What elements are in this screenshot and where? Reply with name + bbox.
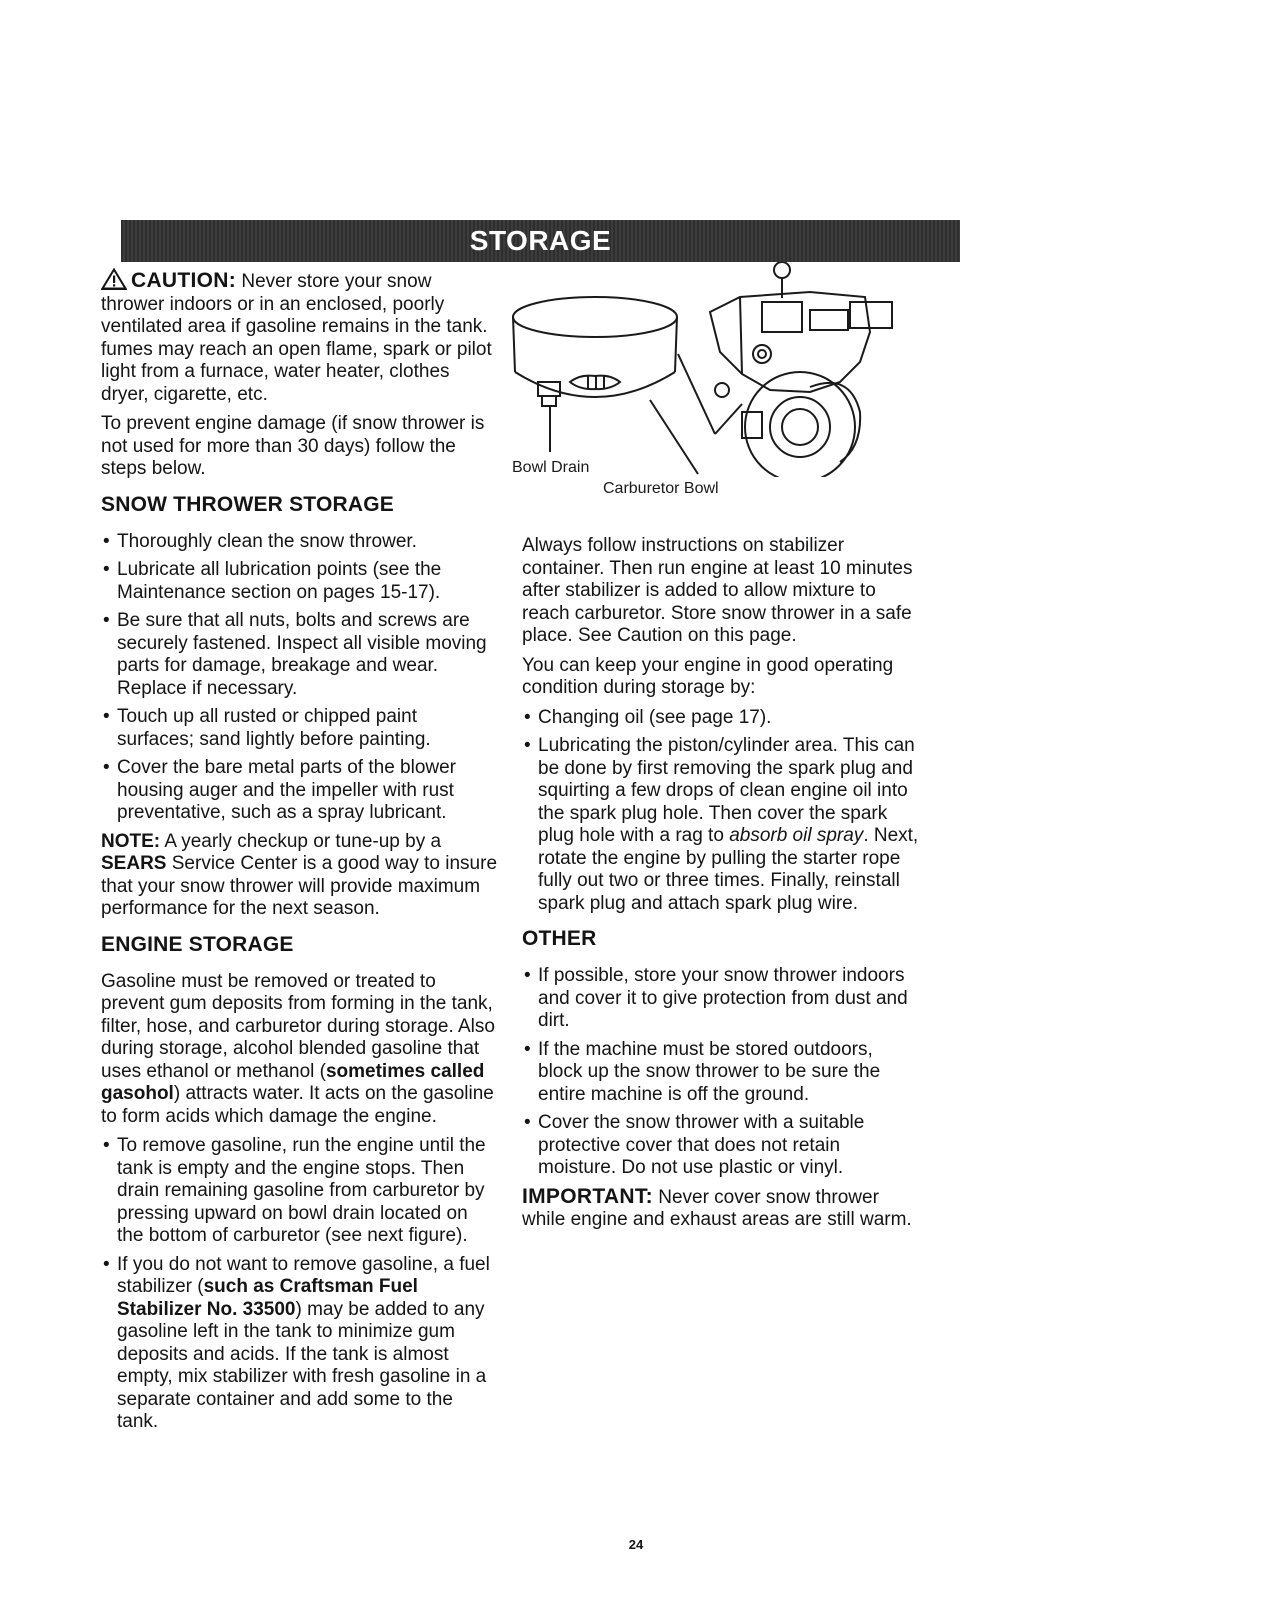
important-paragraph bbox=[522, 1186, 922, 1232]
list-item: • Cover the bare metal parts of the blower housing auger and the impeller with rust preventative, such as a spray lubricant. bbox=[101, 757, 499, 825]
warning-triangle-icon bbox=[101, 268, 127, 290]
caution-text: Never store your snow thrower indoors or in an enclosed, poorly ventilated area if gasoline remains in the tank. fumes may reach an open flame, spark or pilot light from a furnace, water heater, clothes dryer, cigarette, etc. bbox=[101, 271, 492, 405]
note-label: NOTE: bbox=[101, 830, 161, 852]
engine-condition-paragraph: You can keep your engine in good operating condition during storage by: bbox=[522, 654, 894, 698]
engine-storage-paragraph bbox=[101, 971, 499, 1129]
list-item: • If the machine must be stored outdoors, block up the snow thrower to be sure the entire machine is off the ground. bbox=[522, 1039, 922, 1107]
note-text: Service Center is a good way to insure that your snow thrower will provide maximum performance for the next season. bbox=[101, 853, 498, 919]
note-text: A yearly checkup or tune-up by a bbox=[160, 830, 442, 852]
list-item: • Changing oil (see page 17). bbox=[522, 707, 922, 730]
carburetor-figure bbox=[510, 262, 925, 507]
other-heading: OTHER bbox=[522, 927, 597, 950]
list-item-emphasis: absorb oil spray bbox=[729, 825, 864, 846]
list-item-text: If you do not want to remove gasoline, a fuel stabilizer ( bbox=[117, 1253, 490, 1297]
important-label: IMPORTANT: bbox=[522, 1184, 653, 1208]
engine-storage-text: ) attracts water. It acts on the gasoline to form acids which damage the engine. bbox=[101, 1083, 494, 1127]
left-column bbox=[101, 268, 499, 1440]
list-item bbox=[101, 1254, 499, 1434]
caution-label: CAUTION: bbox=[131, 269, 237, 292]
bowl-drain-label: Bowl Drain bbox=[512, 459, 590, 476]
note-paragraph bbox=[101, 831, 499, 921]
page-number: 24 bbox=[628, 1537, 644, 1552]
list-item-text: Lubricating the piston/cylinder area. This can be done by first removing the spark plug and squirting a few drops of clean engine oil into the spark plug hole. Then cover the spark plug hole with a rag to bbox=[538, 735, 915, 846]
engine-storage-list bbox=[101, 1135, 499, 1434]
stabilizer-paragraph: Always follow instructions on stabilizer container. Then run engine at least 10 minutes after stabilizer is added to allow mixture to reach carburetor. Store snow thrower in a safe place. See Caution on this page. bbox=[522, 535, 913, 646]
list-item: • Cover the snow thrower with a suitable protective cover that does not retain moisture. Do not use plastic or vinyl. bbox=[522, 1112, 922, 1180]
list-item: • To remove gasoline, run the engine until the tank is empty and the engine stops. Then drain remaining gasoline from carburetor by pressing upward on bowl drain located on the bottom of carburetor (see next figure). bbox=[101, 1135, 499, 1248]
carburetor-bowl-label: Carburetor Bowl bbox=[603, 480, 719, 497]
important-text: Never cover snow thrower while engine and exhaust areas are still warm. bbox=[522, 1186, 912, 1230]
list-item bbox=[522, 735, 922, 915]
section-title: STORAGE bbox=[469, 225, 612, 256]
list-item: • Thoroughly clean the snow thrower. bbox=[101, 531, 499, 554]
carburetor-illustration bbox=[510, 262, 925, 477]
list-item: • Be sure that all nuts, bolts and screws are securely fastened. Inspect all visible moving parts for damage, breakage and wear. Replace if necessary. bbox=[101, 610, 499, 700]
engine-condition-list bbox=[522, 707, 922, 916]
list-item: • Lubricate all lubrication points (see the Maintenance section on pages 15-17). bbox=[101, 559, 499, 604]
gasohol-note: sometimes called gasohol bbox=[101, 1060, 485, 1104]
snow-thrower-storage-list bbox=[101, 531, 499, 825]
list-item-text: . Next, rotate the engine by pulling the starter rope fully out two or three times. Finally, reinstall spark plug and attach spark plug wire. bbox=[538, 825, 919, 914]
intro-paragraph: To prevent engine damage (if snow thrower is not used for more than 30 days) follow the steps below. bbox=[101, 413, 485, 479]
list-item-text: ) may be added to any gasoline left in the tank to minimize gum deposits and acids. If the tank is almost empty, mix stabilizer with fresh gasoline in a separate container and add some to the tank. bbox=[117, 1298, 487, 1432]
engine-storage-heading: ENGINE STORAGE bbox=[101, 932, 294, 956]
caution-paragraph bbox=[101, 268, 499, 406]
snow-thrower-storage-heading: SNOW THROWER STORAGE bbox=[101, 492, 394, 516]
section-banner bbox=[121, 220, 960, 262]
list-item: • Touch up all rusted or chipped paint surfaces; sand lightly before painting. bbox=[101, 706, 499, 751]
sears-brand: SEARS bbox=[101, 853, 167, 874]
stabilizer-product: such as Craftsman Fuel Stabilizer No. 33500 bbox=[117, 1276, 418, 1320]
right-column bbox=[522, 535, 922, 1239]
list-item: • If possible, store your snow thrower indoors and cover it to give protection from dust and dirt. bbox=[522, 965, 922, 1033]
engine-storage-text: Gasoline must be removed or treated to prevent gum deposits from forming in the tank, filter, hose, and carburetor during storage. Also during storage, alcohol blended gasoline that uses ethanol or methanol ( bbox=[101, 970, 495, 1082]
other-list bbox=[522, 965, 922, 1180]
